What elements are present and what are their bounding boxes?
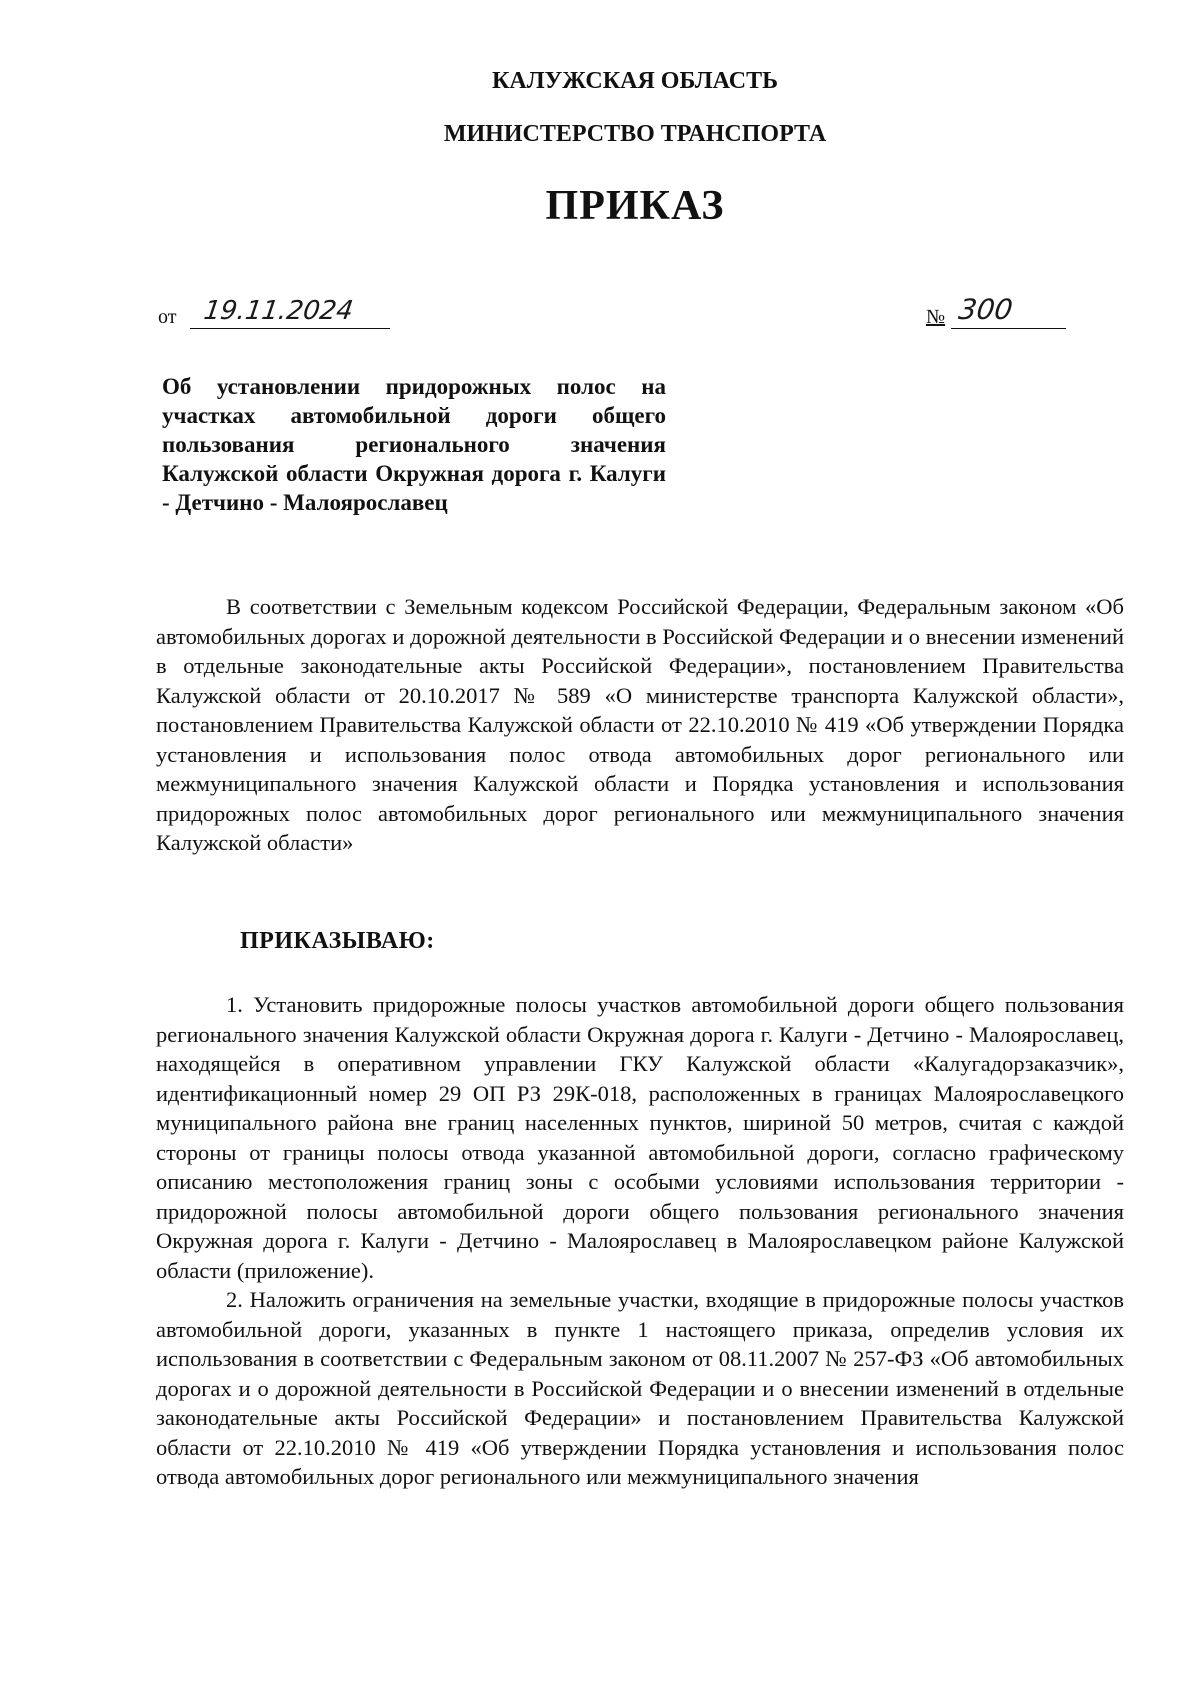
handwritten-date: 19.11.2024 [202, 296, 356, 326]
number-blank-line [951, 293, 1066, 329]
date-label: от [158, 306, 177, 328]
date-field [158, 298, 390, 329]
order-item-2: 2. Наложить ограничения на земельные участки, входящие в придорожные полосы участков автомобильной дороги, указанных в пункте 1 настоящего приказа, определив условия их использования в соответствии с Федеральным законом от 08.11.2007 № 257-ФЗ «Об автомобильных дорогах и о дорожной деятельности в Российской Федерации и о внесении изменений в отдельные законодательные акты Российской Федерации» и постановлением Правительства Калужской области от 22.10.2010 № 419 «Об утверждении Порядка установления и использования полос отвода автомобильных дорог регионального или межмуниципального значения [156, 1287, 1124, 1489]
preamble-paragraph: В соответствии с Земельным кодексом Российской Федерации, Федеральным законом «Об автомобильных дорогах и дорожной деятельности в Российской Федерации и о внесении изменений в отдельные законодательные акты Российской Федерации», постановлением Правительства Калужской области от 20.10.2017 № 589 «О министерстве транспорта Калужской области», постановлением Правительства Калужской области от 22.10.2010 № 419 «Об утверждении Порядка установления и использования полос отвода автомобильных дорог регионального или межмуниципального значения Калужской области и Порядка установления и использования придорожных полос автомобильных дорог регионального или межмуниципального значения Калужской области» [156, 594, 1124, 855]
preamble-section [156, 592, 1124, 858]
document-title: Об установлении придорожных полос на участках автомобильной дороги общего пользования регионального значения Калужской области Окружная дорога г. Калуги - Детчино - Малоярославец [162, 374, 666, 515]
number-field [926, 293, 1066, 329]
number-label: № [926, 306, 946, 328]
order-item-1: 1. Установить придорожные полосы участков автомобильной дороги общего пользования регионального значения Калужской области Окружная дорога г. Калуги - Детчино - Малоярославец, находящейся в оперативном управлении ГКУ Калужской области «Калугадорзаказчик», идентификационный номер 29 ОП РЗ 29К-018, расположенных в границах Малоярославецкого муниципального района вне границ населенных пунктов, шириной 50 метров, считая с каждой стороны от границы полосы отвода указанной автомобильной дороги, согласно графическому описанию местоположения границ зоны с особыми условиями использования территории - придорожной полосы автомобильной дороги общего пользования регионального значения Окружная дорога г. Калуги - Детчино - Малоярославец в Малоярославецком районе Калужской области (приложение). [156, 992, 1124, 1283]
document-type-heading: ПРИКАЗ [545, 183, 725, 229]
region-heading: КАЛУЖСКАЯ ОБЛАСТЬ [492, 68, 778, 94]
ministry-heading: МИНИСТЕРСТВО ТРАНСПОРТА [443, 121, 827, 147]
handwritten-number: 300 [956, 293, 1015, 326]
order-word: ПРИКАЗЫВАЮ: [240, 928, 435, 954]
order-items [156, 990, 1124, 1492]
date-blank-line [190, 298, 390, 329]
